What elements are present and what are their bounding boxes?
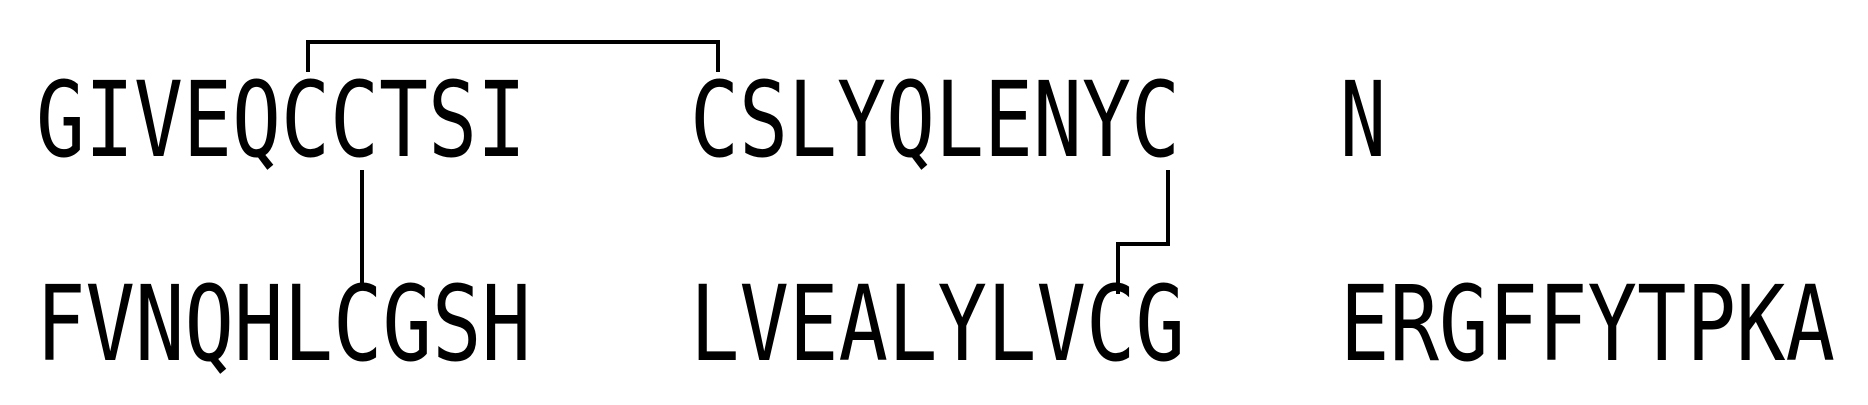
chain-a-segment-2: CSLYQLENYC — [690, 59, 1180, 181]
chain-a — [36, 59, 1386, 181]
chain-b-segment-1: FVNQHLCGSH — [36, 263, 531, 385]
chain-b-segment-2: LVEALYLVCG — [690, 263, 1185, 385]
chain-a-segment-3: N — [1340, 59, 1386, 181]
chain-b — [36, 263, 1835, 385]
chain-b-segment-3: ERGFFYTPKA — [1340, 263, 1835, 385]
chain-a-segment-1: GIVEQCCTSI — [36, 59, 526, 181]
